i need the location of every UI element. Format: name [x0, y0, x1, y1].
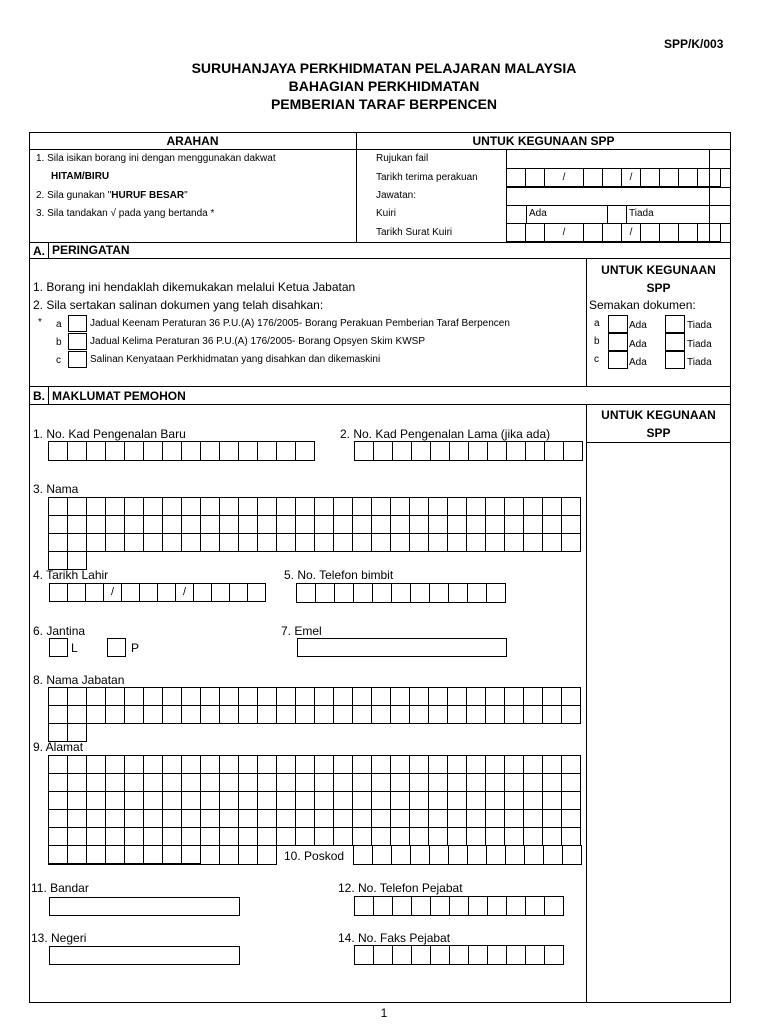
required-star: *: [38, 317, 42, 328]
office-use-header: UNTUK KEGUNAAN SPP: [472, 134, 615, 148]
kp-baru-cells[interactable]: [49, 442, 315, 461]
jantina-l-label: L: [71, 641, 78, 655]
jawatan-label: Jawatan:: [376, 190, 417, 201]
instruction-3: 3. Sila tandakan √ pada yang bertanda *: [36, 208, 215, 219]
peringatan-1: 1. Borang ini hendaklah dikemukakan melalui Ketua Jabatan: [33, 280, 356, 294]
tarikh-terima-cells[interactable]: / /: [507, 169, 721, 187]
kuiri-label: Kuiri: [376, 208, 397, 219]
jantina-p-box[interactable]: [107, 638, 126, 657]
semakan-a-tiada-box[interactable]: [665, 315, 685, 333]
section-a-title: PERINGATAN: [52, 243, 130, 257]
faks-pejabat-cells[interactable]: [355, 946, 564, 965]
field-12-label: 12. No. Telefon Pejabat: [338, 881, 463, 895]
doc-c-label: Salinan Kenyataan Perkhidmatan yang disahkan dan dikemaskini: [90, 354, 381, 365]
kuiri-ada[interactable]: Ada: [529, 208, 547, 219]
field-5-label: 5. No. Telefon bimbit: [284, 568, 394, 582]
negeri-input[interactable]: [49, 946, 240, 965]
tarikh-lahir-cells[interactable]: / /: [50, 584, 266, 602]
semakan-b-ada-box[interactable]: [608, 333, 628, 351]
jantina-l-box[interactable]: [49, 638, 68, 657]
title-line-2: BAHAGIAN PERKHIDMATAN: [288, 78, 480, 94]
bandar-input[interactable]: [49, 897, 240, 916]
field-9-label: 9. Alamat: [33, 740, 84, 754]
instruction-1: 1. Sila isikan borang ini dengan menggunakan dakwat: [36, 153, 276, 164]
alamat-last-row-cells[interactable]: [49, 846, 277, 865]
semakan-c-tiada-box[interactable]: [665, 351, 685, 369]
nama-jabatan-cells[interactable]: [49, 688, 581, 742]
field-3-label: 3. Nama: [33, 482, 79, 496]
field-6-label: 6. Jantina: [33, 624, 86, 638]
instruction-1-bold: HITAM/BIRU: [51, 171, 110, 182]
nama-cells[interactable]: [49, 498, 581, 570]
instruction-2: 2. Sila gunakan "HURUF BESAR": [36, 190, 188, 201]
doc-a-label: Jadual Keenam Peraturan 36 P.U.(A) 176/2005- Borang Perakuan Pemberian Taraf Berpencen: [90, 318, 510, 329]
semakan-c-ada-box[interactable]: [608, 351, 628, 369]
field-7-label: 7. Emel: [281, 624, 322, 638]
instructions-header: ARAHAN: [166, 134, 219, 148]
emel-input[interactable]: [297, 638, 507, 657]
section-b-office-header-1: UNTUK KEGUNAAN: [601, 408, 716, 422]
field-8-label: 8. Nama Jabatan: [33, 673, 125, 687]
field-2-label: 2. No. Kad Pengenalan Lama (jika ada): [340, 427, 551, 441]
doc-a-checkbox[interactable]: [68, 315, 87, 332]
tarikh-kuiri-cells[interactable]: / /: [507, 224, 721, 242]
semakan-label: Semakan dokumen:: [589, 298, 696, 312]
semakan-a-ada-box[interactable]: [608, 315, 628, 333]
peringatan-2: 2. Sila sertakan salinan dokumen yang telah disahkan:: [33, 298, 324, 312]
telefon-pejabat-cells[interactable]: [355, 897, 564, 916]
field-1-label: 1. No. Kad Pengenalan Baru: [33, 427, 186, 441]
tarikh-terima-label: Tarikh terima perakuan: [376, 172, 478, 183]
field-11-label: 11. Bandar: [31, 881, 89, 895]
section-a-office-header-1: UNTUK KEGUNAAN: [601, 263, 716, 277]
semakan-b-tiada-box[interactable]: [665, 333, 685, 351]
rujukan-fail-label: Rujukan fail: [376, 153, 429, 164]
kuiri-tiada[interactable]: Tiada: [629, 208, 654, 219]
section-b-letter: B.: [33, 389, 45, 403]
doc-c-checkbox[interactable]: [68, 351, 87, 368]
kp-lama-cells[interactable]: [355, 442, 583, 461]
telefon-bimbit-cells[interactable]: [297, 584, 506, 603]
title-line-3: PEMBERIAN TARAF BERPENCEN: [270, 96, 498, 112]
form-code: SPP/K/003: [664, 37, 724, 51]
page-number: 1: [380, 1006, 388, 1020]
field-10-label: 10. Poskod: [284, 849, 345, 863]
section-b-office-header-2: SPP: [646, 426, 671, 440]
doc-b-label: Jadual Kelima Peraturan 36 P.U.(A) 176/2005- Borang Opsyen Skim KWSP: [90, 336, 425, 347]
poskod-cells[interactable]: [354, 846, 582, 865]
section-a-office-header-2: SPP: [646, 281, 671, 295]
section-a-letter: A.: [33, 244, 45, 258]
doc-b-checkbox[interactable]: [68, 333, 87, 350]
title-line-1: SURUHANJAYA PERKHIDMATAN PELAJARAN MALAYSIA: [191, 60, 577, 76]
field-13-label: 13. Negeri: [31, 931, 87, 945]
field-4-label: 4. Tarikh Lahir: [33, 568, 109, 582]
field-14-label: 14. No. Faks Pejabat: [338, 931, 451, 945]
jantina-p-label: P: [131, 641, 140, 655]
tarikh-surat-kuiri-label: Tarikh Surat Kuiri: [376, 227, 453, 238]
section-b-title: MAKLUMAT PEMOHON: [52, 389, 186, 403]
